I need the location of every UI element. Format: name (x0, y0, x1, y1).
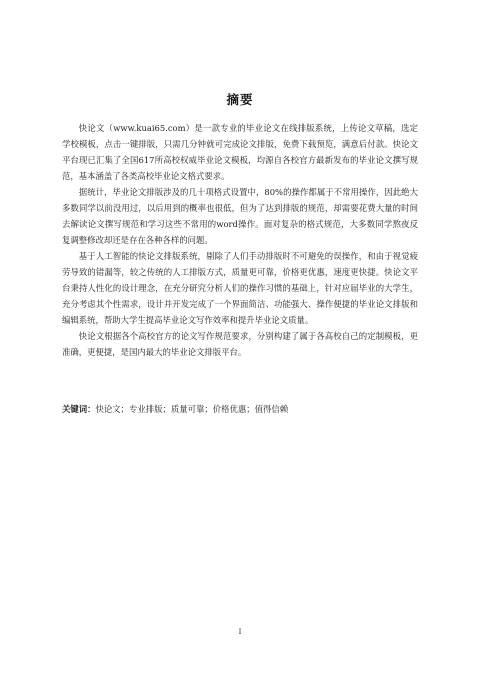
abstract-paragraph-3: 基于人工智能的快论文排版系统，剔除了人们手动排版时不可避免的误操作，和由于视觉疲劳导致的错漏等，较之传统的人工排版方式，质量更可靠，价格更优惠，速度更快捷。快论文平台秉持人性化的设计理念，在充分研究分析人们的操作习惯的基础上，针对应届毕业的大学生，充分考虑其个性需求，设计并开发完成了一个界面简洁、功能强大、操作便捷的毕业论文排版和编辑系统，帮助大学生提高毕业论文写作效率和提升毕业论文质量。 (62, 251, 418, 325)
keywords-label: 关键词： (62, 404, 96, 414)
abstract-paragraph-1: 快论文（www.kuai65.com）是一款专业的毕业论文在线排版系统，上传论文草稿，选定学校模板，点击一键排版，只需几分钟就可完成论文排版，免费下载预览，满意后付款。快论文平台现已汇集了全国617所高校权威毕业论文模板，均源自各校官方最新发布的毕业论文撰写规范，基本涵盖了各类高校毕业论文格式要求。 (62, 123, 418, 181)
abstract-title: 摘要 (226, 92, 254, 107)
abstract-paragraph-2: 据统计，毕业论文排版涉及的几十项格式设置中，80%的操作都属于不常用操作，因此绝大多数同学以前没用过，以后用到的概率也很低，但为了达到排版的规范，却需要花费大量的时间去解读论文撰写规范和学习这些不常用的word操作。面对复杂的格式规范，大多数同学熬夜反复调整修改却还是存在各种各样的问题。 (62, 187, 418, 245)
keywords-text: 快论文；专业排版；质量可靠；价格优惠；值得信赖 (95, 404, 289, 414)
keywords-line (62, 401, 418, 417)
abstract-paragraph-4: 快论文根据各个高校官方的论文写作规范要求，分别构建了属于各高校自己的定制模板，更准确，更便捷，是国内最大的毕业论文排版平台。 (62, 331, 418, 357)
abstract-body (62, 120, 418, 360)
page-number: I (238, 628, 242, 636)
